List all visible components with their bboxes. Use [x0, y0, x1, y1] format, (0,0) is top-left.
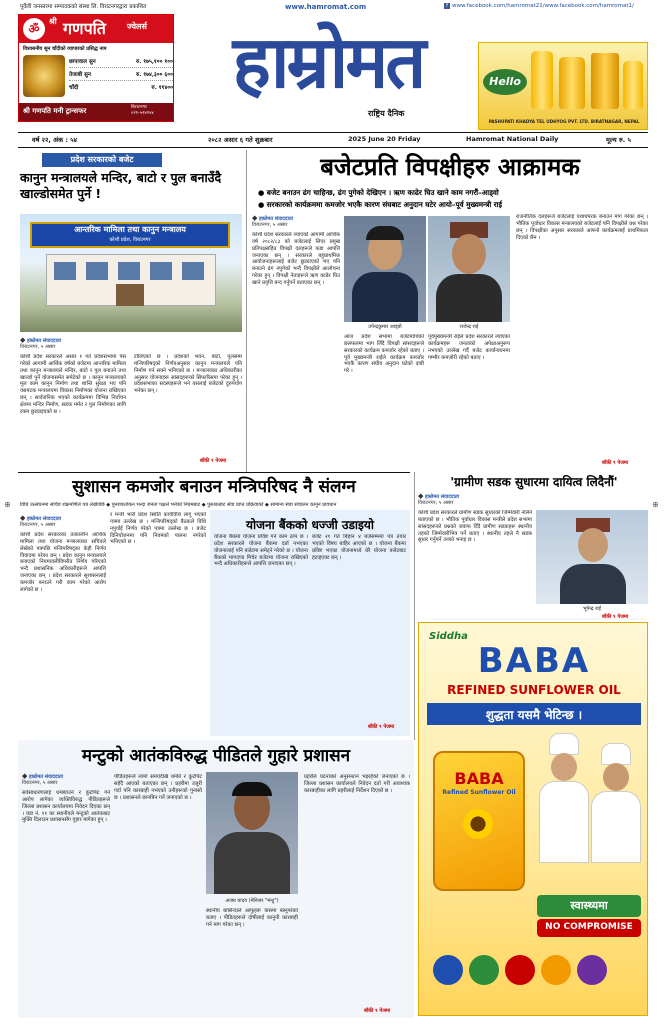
byline-bullet-icon: ◆ — [22, 772, 28, 780]
story4-col2: पीडितहरूले लामो समयदेखि धम्की र कुटपिट सहँदै आएको बताएका छन् । प्रहरीमा उजुरी गर्दा पनि कारबाही नभएको उनीहरूको गुनासो छ । प्रशासनले छानबिन गर्ने जनाएको छ । — [114, 774, 202, 801]
story2-bullets: विधि उल्लंघनमा सचिव शंक्रमणिले पत्र लेखेपछि ◆ पुनरावलोकन भन्दा जनता पक्षले भनेको नियमबाट ◆ पुस्तकबाट सेवा प्राप्त प्रक्रियाको ◆ सामान्य सेवा संचालन कानुन प्रावधान — [20, 502, 337, 508]
byline-bullet-icon: ◆ — [252, 214, 258, 222]
chef-figure — [591, 743, 641, 863]
lead-continue[interactable]: बाँकी ९ पेजमा — [602, 460, 629, 466]
feature-badges — [433, 955, 637, 985]
registration-mark-icon: ⊕ — [4, 500, 11, 509]
baba-slogan: शुद्धता यसमै भेटिन्छ । — [485, 708, 583, 722]
lead-bullet-2: ● सरकारको कार्यक्रममा कमजोर भएकै कारण संघबाट अनुदान घटेर आयो–पूर्व मुख्यमन्त्री राई — [258, 200, 503, 209]
story4-headline[interactable]: मन्टुको आतंकविरुद्ध पीडितले गुहारे प्रशासन — [81, 746, 351, 766]
story4-dateline: विराटनगर, ५ असार — [22, 780, 58, 786]
story2-dateline: विराटनगर, ५ असार — [20, 522, 56, 528]
ganapati-jewellers-ad[interactable] — [18, 14, 174, 122]
byline-bullet-icon: ◆ — [20, 514, 26, 522]
story3-col1: कोशी प्रदेश सरकारले ग्रामीण सडक सुधारको जिम्मेवारी नलिने बताएको छ । भौतिक पूर्वाधार विकास मन्त्रीले प्रदेश सभामा सांसदहरूको प्रश्नको जवाफ दिँदै ग्रामीण सडकहरू स्थानीय तहको जिम्मेवारीभित्र पर्ने बताए । स्थानीय तहले नै सडक सुधार गर्नुपर्ने उनको भनाइ छ । — [418, 510, 532, 544]
hello-logo: Hello — [483, 69, 527, 95]
pouch-brand: BABA — [454, 769, 504, 788]
oil-bottle-icon — [531, 51, 553, 109]
date-nepali: २०८२ असार ६ गते शुक्रबार — [208, 136, 273, 144]
issue-bar-top-rule — [18, 132, 648, 133]
lead-photo-2 — [428, 216, 510, 322]
ad-jewellery-photo — [23, 55, 65, 97]
lead-caption-1: उपेन्द्रकुमार आड्‌वो — [368, 324, 402, 330]
date-english: 2025 June 20 Friday — [348, 135, 421, 143]
story3-caption: भूपेन्द्र राई — [583, 606, 601, 612]
baba-brand: BABA — [477, 641, 591, 681]
story1-continue[interactable]: बाँकी ९ पेजमा — [200, 458, 227, 464]
oil-bottle-icon — [559, 57, 585, 109]
ad-rate-row: चाँदी रु. ११४०० — [69, 85, 173, 91]
website-link[interactable]: www.hamromat.com — [285, 3, 367, 11]
registration-mark-icon: ⊕ — [652, 500, 659, 509]
column-divider — [414, 472, 415, 740]
baba-oil-ad[interactable] — [418, 622, 648, 1016]
yojana-headline[interactable]: योजना बैंकको धज्जी उडाइयो — [246, 518, 374, 532]
story3-continue[interactable]: बाँकी ९ पेजमा — [602, 614, 629, 620]
yojana-col1: योजना बैंकमा योजना प्रविष्ट गर्ने काम ठप्प छ । प्रदेश सरकारले योजना बैंकमा दर्ता नभएका योजनालाई पनि बजेटमा समेट्ने गरेको छ । योजना बैंकको मापदण्ड मिचेर बजेटमा योजना राखिएको भन्दै अधिकारीहरूले आपत्ति जनाएका छन् । — [214, 534, 308, 568]
column-divider — [246, 150, 247, 472]
ad-shree: श्री — [49, 17, 57, 26]
story1-photo — [20, 214, 242, 332]
byline-bullet-icon: ◆ — [20, 336, 26, 344]
issue-bar-bottom-rule — [18, 147, 648, 148]
story4-byline: ◆ हाम्रोमत संवाददाता — [22, 772, 64, 780]
lead-bullet-1: ● बजेट बनाउन ढंग चाहिन्छ, ढंग पुगेको देखिएन । ऋण काढेर घिउ खाने काम नगरौं–आड्‌वो — [258, 188, 499, 197]
story2-col2: र मन्त्री भारी प्रदेश स्थिति कार्यविधि लागू भएको पत्रमा उल्लेख छ । मन्त्रिपरिषद्को बैठकले विधि नपुर्याई निर्णय गरेको पत्रमा उल्लेख छ । बजेट विनियोजनमा पनि नियमको पालना नगरेको भनिएको छ । — [110, 512, 206, 546]
ad-tagline: विश्वसनीय सुन चाँदीको व्यापारको प्रसिद्ध नाम — [23, 46, 107, 52]
lead-photo-1 — [344, 216, 426, 322]
oil-can-icon — [591, 53, 619, 109]
yojana-col2: बजेट २१ गते बिहान ४ बजेसम्ममा पत्र तयार भएको विषय बाहिर आएको छ । योजना बैंकमा प्रविष्ट भएका योजनामध्ये धेरै योजना बजेटबाट हटाइएका छन् । — [312, 534, 406, 561]
bullet-icon: ● — [258, 188, 265, 197]
masthead-subtitle: राष्ट्रिय दैनिक — [368, 109, 405, 118]
masthead-title: हाम्रोमत — [232, 20, 424, 104]
lead-headline[interactable]: बजेटप्रति विपक्षीहरु आक्रामक — [320, 153, 580, 181]
facebook-link[interactable]: f www.facebook.com/hamromat21/www.facebook.com/hamromat1/ — [444, 3, 658, 9]
story3-dateline: विराटनगर, ५ असार — [418, 500, 454, 506]
story2-headline[interactable]: सुशासन कमजोर बनाउन मन्त्रिपरिषद नै संलग्न — [72, 477, 356, 497]
story1-col1: कोशी प्रदेश सरकारले असार १ गते प्रदेशसभामा पेस गरेको आगामी आर्थिक वर्षको बजेटमा आन्तरिक मामिला तथा कानुन मन्त्रालयले मन्दिर, बाटो र पुल बनाउने तथा खाल्डो पुर्ने योजनासमेत समेटेको छ । कानुन मन्त्रालयको मूल काम कानुन निर्माण तथा शान्ति सुरक्षा भए पनि यसपटक मन्त्रालयमा विकास निर्माणका योजना राखिएका छन् । सार्वजनिक भएको कार्यक्रममा विभिन्न निर्वाचन क्षेत्रमा मन्दिर निर्माण, सडक मर्मत र पुल निर्माणका लागि रकम छुट्याइएको छ । — [20, 354, 126, 415]
lead-dateline: विराटनगर, ५ असार — [252, 222, 288, 228]
story1-byline: ◆ हाम्रोमत संवाददाता — [20, 336, 62, 344]
ad-rate-row: तेजाबी सुन रु. १७४,३०० ६०० — [69, 68, 173, 81]
ad-money-transfer: श्री गणपति मनी ट्रान्सफर — [23, 107, 87, 115]
story1-photo-sub: कोशी प्रदेश, विराटनगर — [109, 237, 151, 243]
volume: वर्ष २२, अंक : ५४ — [32, 136, 77, 144]
story1-photo-board: आन्तरिक मामिला तथा कानुन मन्त्रालय — [74, 225, 186, 234]
yojana-continue[interactable]: बाँकी ९ पेजमा — [368, 724, 395, 730]
ad-contact: बिराटनगर ०२१-५२४२५४ — [131, 105, 154, 117]
story4-photo — [206, 772, 298, 894]
story4-caption: अजय यादव (मेनिजर "मन्टु") — [225, 898, 279, 904]
lead-col2: आज प्रदेश सभामा बजेटमाथिको छलफलमा भाग लिँदै विपक्षी सांसदहरूले सरकारको कार्यक्रम कमजोर रहेको बताए । पूर्व मुख्यमन्त्री राईले कार्यक्रम कमजोर भएकै कारण संघीय अनुदान घटेको दाबी गरे । — [344, 334, 424, 375]
hello-oil-ad[interactable] — [478, 42, 648, 130]
hello-company: PASHUPATI KHADYA TEL UDHYOG PVT. LTD. BIRATNAGAR, NEPAL — [488, 119, 640, 124]
section-rule — [18, 472, 410, 473]
story1-headline[interactable]: कानुन मन्त्रालयले मन्दिर, बाटो र पुल बनाउँदै खाल्डोसमेत पुर्ने ! — [20, 170, 222, 202]
sunflower-icon — [463, 809, 493, 839]
oil-bottle-icon — [623, 61, 643, 109]
baba-siddha: Siddha — [429, 631, 468, 642]
province-tag: प्रदेश सरकारको बजेट — [42, 153, 162, 167]
byline-bullet-icon: ◆ — [418, 492, 424, 500]
facebook-icon: f — [444, 3, 450, 9]
ad-name: गणपति — [63, 19, 106, 38]
lead-caption-2: राजेन्द्र राई — [459, 324, 479, 330]
story3-byline: ◆ हाम्रोमत संवाददाता — [418, 492, 460, 500]
story2-byline: ◆ हाम्रोमत संवाददाता — [20, 514, 62, 522]
story4-continue[interactable]: बाँकी ९ पेजमा — [364, 1008, 391, 1014]
lead-col4: राजनीतिक दलहरूले बजेटलाई यथार्थपरक बनाउन माग गरेका छन् । भौतिक पूर्वाधार विकास मन्त्रालयको बजेटलाई पनि विपक्षीले प्रश्न गरेका छन् । विपक्षीका अनुसार सरकारले आफ्नो कार्यक्रमलाई प्राथमिकता दिएको छैन । — [516, 214, 648, 241]
paper-name: Hamromat National Daily — [466, 135, 559, 143]
price: मूल्य रु. ५ — [606, 136, 631, 144]
pouch-product: Refined Sunflower Oil — [442, 789, 516, 796]
bullet-icon: ● — [258, 200, 265, 209]
chef-figure — [539, 733, 589, 863]
ad-rate-row: छापावाल सुन रु. १७५,१०० १०० — [69, 55, 173, 68]
story4-col4: प्रहरीले घटनाबारे अनुसन्धान भइरहेको जनाएको छ । जिल्ला प्रशासन कार्यालयले निवेदन दर्ता गरी आवश्यक कारबाहीका लागि प्रहरीलाई निर्देशन दिएको छ । — [304, 774, 410, 794]
ad-suffix: ज्वेलर्स — [127, 22, 147, 31]
story1-col2: टोलिएको छ । प्रदेशको भवन, बाटो, पुलसम्म मन्त्रिपरिषद्को निर्णयअनुसार कानुन मन्त्रालयले पनि निर्माण गर्न सक्ने भनिएको छ । मन्त्रालयका अधिकारीका अनुसार योजनाहरू सांसदहरूको सिफारिसमा परेका हुन् । प्रदेशसभाका सदस्यहरूले भने यसलाई बजेटको दुरुपयोग भनेका छन् । — [134, 354, 242, 395]
ganapati-logo-icon: ॐ — [23, 18, 45, 40]
issue-bar — [18, 134, 648, 146]
story3-photo — [536, 510, 648, 604]
story3-headline[interactable]: 'ग्रामीण सडक सुधारमा दायित्व लिदैनौं' — [450, 475, 618, 489]
lead-col1: कोशी प्रदेश सरकारले ल्याएको आगामी आर्थिक वर्ष २०८२/८३ को बजेटलाई लिएर प्रमुख प्रतिपक्षसहित विपक्षी दलहरूले कडा आपत्ति जनाएका छन् । सरकारले बहुप्राथमिक आयोजनाहरूलाई बजेट छुट्याएको भए पनि बनाउने ढंग नपुगेको भन्दै विपक्षीले आलोचना गरेका हुन् । विपक्षी नेताहरूले ऋण काढेर घिउ खाने प्रवृत्ति बन्द गर्नुपर्ने बताएका छन् । — [252, 232, 340, 287]
story4-col3: स्थानीय बासिन्दाले आफूहरू त्रासमा बस्नुपरेको बताए । पीडितहरूले दोषीलाई कानुनी कारबाही गर्न माग गरेका छन् । — [206, 908, 298, 928]
story2-col1: कोशी प्रदेश सरकारका तत्कालीन आर्थिक मामिला तथा योजना मन्त्रालयका सचिवले लेखेको पत्रपछि मन्त्रिपरिषद्का केही निर्णय विवादमा परेका छन् । प्रदेश कानुन मन्त्रालयले बनाएको नियमावलीविपरीत निर्णय गरिएको भन्दै प्रशासनिक अधिकारीहरूले आपत्ति जनाएका छन् । प्रदेश सरकारले सुशासनलाई कमजोर बनाउने गरी काम गरेको आरोप लागेको छ । — [20, 532, 106, 593]
lead-byline: ◆ हाम्रोमत संवाददाता — [252, 214, 294, 222]
publisher-line: पूर्वेली जनस्तरमा सम्पादकको संस्था लि. विराटनगरद्वारा प्रकाशित — [20, 4, 147, 10]
baba-nocompromise: NO COMPROMISE — [545, 922, 633, 932]
story1-dateline: विराटनगर, ५ असार — [20, 344, 56, 350]
baba-product: REFINED SUNFLOWER OIL — [447, 683, 621, 697]
baba-health: स्वास्थ्यमा — [570, 899, 608, 912]
lead-col3: पूर्वमुख्यमन्त्री राईले प्रदेश सरकारले ल्याएका कार्यक्रमहरू जनताको अपेक्षाअनुरूप नभएको उल्लेख गर्दै बजेट कार्यान्वयनमा गम्भीर कमजोरी रहेको बताए । — [428, 334, 510, 361]
story4-col1: सर्वसाधारणलाई धम्क्याउने र कुटपिट गर्ने आरोप लागेका व्यक्तिविरुद्ध पीडितहरूले जिल्ला प्रशासन कार्यालयमा निवेदन दिएका छन् । वडा नं. ११ का स्थानीयले मन्टुको आतंकबाट मुक्ति दिलाउन प्रशासनसँग गुहार मागेका हुन् । — [22, 790, 110, 824]
